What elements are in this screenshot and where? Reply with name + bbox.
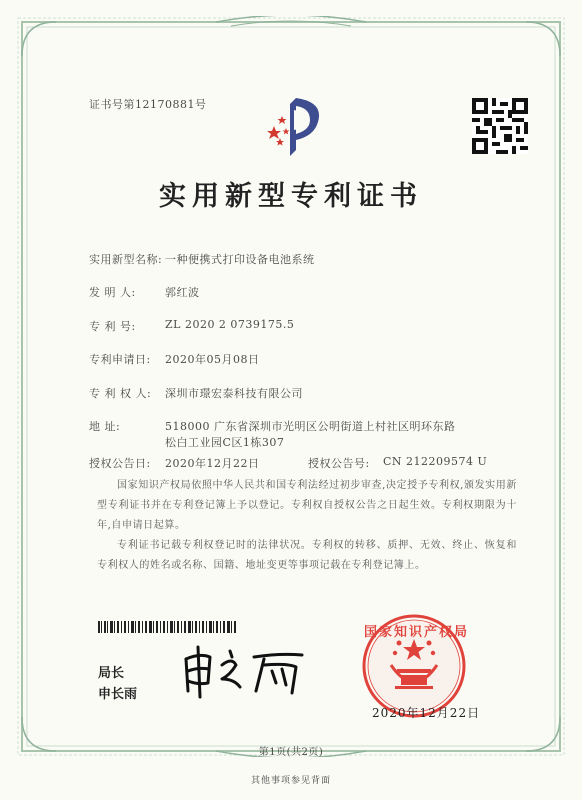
patentee-label: 专 利 权 人:	[89, 387, 152, 400]
patent-number-label: 专 利 号:	[89, 320, 136, 333]
officer-title: 局长	[98, 666, 125, 681]
grant-number-value: CN 212209574 U	[383, 455, 488, 468]
barcode-icon	[98, 618, 238, 630]
officer-name: 申长雨	[98, 687, 138, 702]
qr-code-icon	[472, 98, 528, 158]
page-number: 第1页(共2页)	[258, 747, 324, 758]
seal-text: 国家知识产权局	[364, 625, 470, 640]
patentee-value: 深圳市璟宏泰科技有限公司	[165, 387, 303, 400]
address-line-1: 518000 广东省深圳市光明区公明街道上村社区明环东路	[165, 420, 456, 433]
utility-name-value: 一种便携式打印设备电池系统	[165, 253, 315, 266]
grant-number-label: 授权公告号:	[308, 457, 370, 470]
filing-date-label: 专利申请日:	[89, 353, 151, 366]
utility-name-label: 实用新型名称:	[89, 253, 163, 266]
grant-date-label: 授权公告日:	[89, 457, 151, 470]
inventor-label: 发 明 人:	[89, 286, 136, 299]
filing-date-value: 2020年05月08日	[165, 353, 260, 366]
grant-date-value: 2020年12月22日	[165, 457, 260, 470]
address-label: 地 址:	[89, 420, 121, 433]
patent-number-value: ZL 2020 2 0739175.5	[165, 318, 295, 331]
certificate-number: 证书号第12170881号	[89, 98, 207, 111]
cnipa-logo-icon	[266, 96, 326, 162]
inventor-value: 郭红波	[165, 286, 200, 299]
footer-note: 其他事项参见背面	[250, 776, 331, 786]
seal-date: 2020年12月22日	[372, 706, 481, 720]
notice-paragraph-2: 专利证书记载专利权登记时的法律状况。专利权的转移、质押、无效、终止、恢复和专利权人的姓名或名称、国籍、地址变更等事项记载在专利登记簿上。	[97, 540, 517, 571]
address-line-2: 松白工业园C区1栋307	[165, 436, 285, 449]
notice-paragraph-1: 国家知识产权局依照中华人民共和国专利法经过初步审查,决定授予专利权,颁发实用新型专利证书并在专利登记簿上予以登记。专利权自授权公告之日起生效。专利权期限为十年,自申请日起算。	[97, 480, 517, 531]
signature-icon	[180, 645, 310, 704]
certificate-title: 实用新型专利证书	[159, 181, 423, 212]
